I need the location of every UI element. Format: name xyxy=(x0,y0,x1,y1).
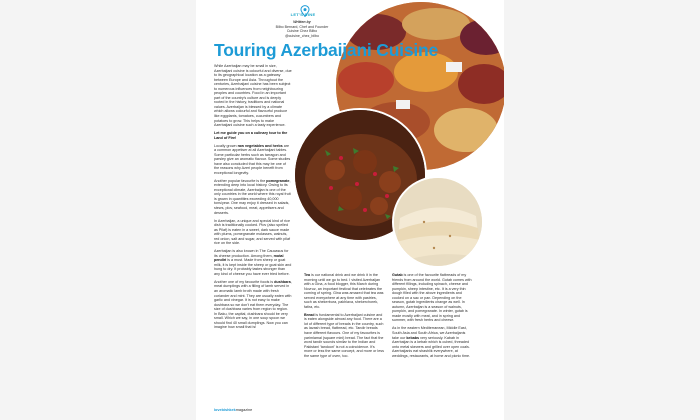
written-by-label: Written by xyxy=(293,20,311,24)
author-name: Bilbo Bernard, Chef and Founder xyxy=(275,24,329,29)
tea-paragraph: Tea is our national drink and we drink it in the morning until we go to bed. I visited Azerbaijan with a Gina, a food blogger, this March during Novruz, an important festival that celebrates the coming of spring. Gina was amazed that tea was served everywhere at any time with pastries, such as shekerbura, pakhlava, shekerchorek, fatira, etc. xyxy=(304,273,384,309)
author-byline xyxy=(250,20,354,38)
author-organization: Cuisine Chez Bilbo xyxy=(286,29,318,34)
intro-paragraph: While Azerbaijan may be small in size, Azerbaijani cuisine is colourful and diverse, due to its geographical location as a gateway between Europe and Asia. Throughout the centuries, Azerbaijani cuisine has been subject to numerous influences from neighbouring peoples and countries. Food in an important part of the country's culture and is deeply rooted in the history, traditions and national values. Azerbaijan is blessed by a climate which allows colourful and flavourful produce like eggplants, tomatoes, cucumbers and potatoes to grow. This helps to make Azerbaijani cuisine such a tasty experience. xyxy=(214,64,292,128)
tour-lead-in: Let me guide you on a culinary tour to the Land of Fire! xyxy=(214,131,288,140)
footer-brand: lovebishkek xyxy=(214,408,236,412)
pomegranate-paragraph: Another popular favourite is the pomegranate, extending deep into local history. Owing to its exceptional climate, Azerbaijan is one of the only countries in the world where this royal fruit is grown in quantities exceeding 40,000 tons/year. One may enjoy it dressed in salads, stews, plov, seafood, meat, appetisers and desserts. xyxy=(214,178,291,215)
article-title: Touring Azerbaijani Cuisine xyxy=(214,40,439,60)
plov-paragraph: In Azerbaijan, a unique and special kind of rice dish is traditionally cooked. Plov (also spelled as Pilaf) is eaten in a sweet, dark sauce made with plums, pomegranate molasses, walnuts, red onion, salt and sugar, and served with pilaf rice on the side. xyxy=(214,218,291,246)
flatbread-photo xyxy=(392,176,484,268)
page-footer xyxy=(214,408,252,412)
kebab-paragraph: As in the eastern Mediterranean, Middle East, South Asia and South Africa, we Azerbaijanis take our kebabs very seriously. Kabab in Azerbaijan is a kebab which is cubed, threaded onto metal skewers and grilled over open coals. Azerbaijanis eat shashlik everywhere, at weddings, restaurants, at home and picnic time. xyxy=(392,326,471,358)
cheese-paragraph: Azerbaijan is also known in The Caucasus for its cheese production. Among them, motal pendiri is a must. Made from sheep or goat milk, it is kept inside the sheep or goat skin and hung to dry. It probably tastes stronger than any kind of cheese you have ever tried before. xyxy=(214,249,292,276)
dushbara-paragraph: Another one of my favourite foods is dushbara, meat dumplings with a filling of lamb served in an aromatic lamb broth made with fresh coriander and mint. They are usually eaten with garlic and vinegar. It is not easy to make dushbara so we don't eat them everyday. The size of dushbara varies from region to region. In Baku, the capital, dushbara should be very small. Which we say, in one soup spoon we should find 40 small dumplings. Now you can imagine how small that is! xyxy=(214,279,292,330)
gutab-paragraph: Gutab is one of the favourite flatbreads of my friends from around the world. Gutab comes with different fillings, including spinach, cheese and pumpkin, sheep intestine, etc. It is a very thin dough filled with the above ingredients and cooked on a sac or pan. Depending on the season, gutab ingredients change as well. In autumn, Azerbaijan is a season of walnuts, pumpkin, and pomegranate. In winter, gutab is made mostly with meat, and in spring and summer, with fresh herbs and cheese. xyxy=(392,273,472,323)
article-column-1 xyxy=(214,64,292,333)
article-column-3 xyxy=(392,273,472,362)
magazine-page xyxy=(196,0,504,420)
bread-paragraph: Bread is fundamental to Azerbaijani cuisine and is eaten alongside almost any food. There are a lot of different type of breads in the country, such as lavash bread, flatbread, etc. Tandir breads have different flavours. One of my favourites is yarimlamal (square mini) bread. The fact that the word tandir sounds similar to the Indian and Pakistani 'tandoori' is not a coincidence. It's more or less the same concept, and more or less the same type of oven, too. xyxy=(304,312,384,358)
article-column-2 xyxy=(304,273,384,362)
section-kicker: LET'S DINE xyxy=(290,12,316,17)
footer-suffix: magazine xyxy=(235,408,253,412)
herbs-paragraph: Locally grown raw vegetables and herbs are a common appetiser at all Azerbaijani tables. Some particular herbs such as tarragon and parsley give an aromatic flavour. Some studies have also concluded that this may be one of the reasons why Azeri people benefit from exceptional longevity. xyxy=(214,143,291,175)
author-handle: @cuisine_chez_bilbo xyxy=(284,33,320,38)
